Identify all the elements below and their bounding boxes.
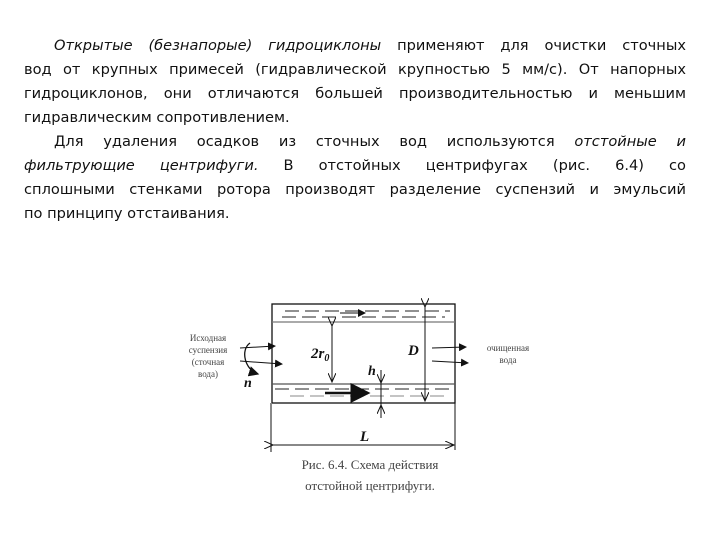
figure-caption: Рис. 6.4. Схема действия: [301, 457, 439, 472]
figure-caption: отстойной центрифуги.: [305, 478, 435, 493]
inlet-label: суспензия: [188, 345, 228, 355]
text-line: гидравлическим сопротивлением.: [24, 109, 290, 126]
rotor-outline: [272, 304, 455, 403]
text-line: сплошными стенками ротора производят разделение суспензий и эмульсий: [24, 181, 686, 198]
italic-term: Открытые (безнапорые) гидроциклоны: [54, 37, 382, 54]
text: В отстойных центрифугах (рис. 6.4) со: [258, 157, 686, 174]
l-label: L: [360, 429, 370, 445]
inlet-label: Исходная: [189, 333, 227, 343]
text-line: по принципу отстаивания.: [24, 205, 230, 222]
d-label: D: [408, 343, 419, 359]
h-label: h: [368, 364, 376, 379]
inlet-label: (сточная: [191, 357, 225, 367]
italic-term: отстойные и: [574, 133, 686, 150]
text-line: гидроциклонов, они отличаются большей производительностью и меньшим: [24, 85, 686, 102]
text-line: вод от крупных примесей (гидравлической крупностью 5 мм/с). От напорных: [24, 61, 686, 78]
outlet-label: вода: [499, 355, 517, 365]
inlet-label: вода): [198, 369, 218, 379]
text: применяют для очистки сточных: [381, 37, 687, 54]
outlet-label: очищенная: [486, 343, 530, 353]
r0-label: $2r_0$: [311, 346, 330, 364]
italic-term: фильтрующие центрифуги.: [24, 157, 259, 174]
n-label: n: [244, 376, 252, 391]
text: Для удаления осадков из сточных вод используются: [54, 133, 575, 150]
